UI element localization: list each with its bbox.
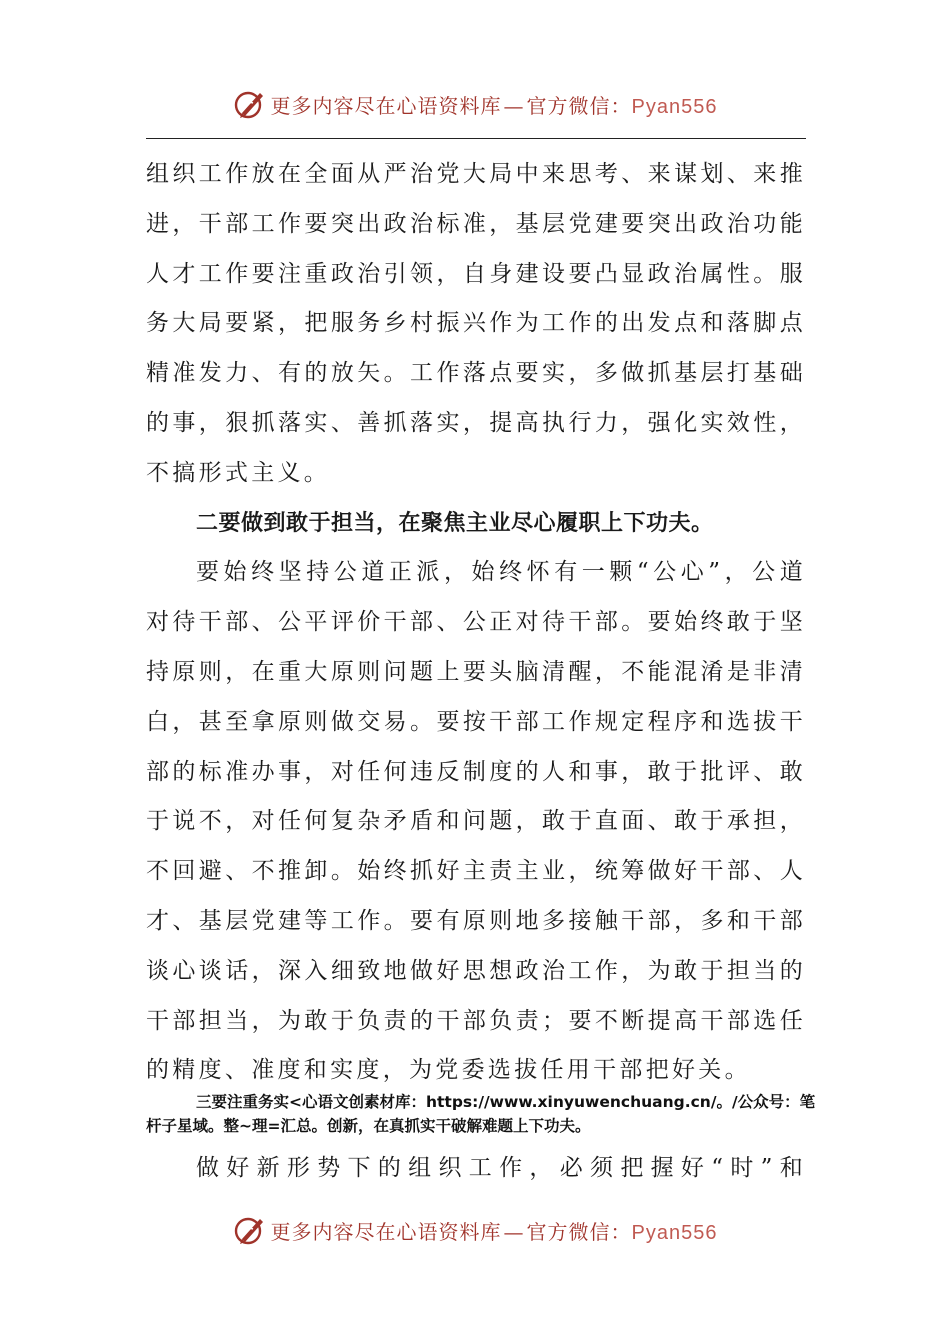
paragraph-line: 干部担当，为敢于负责的干部负责；要不断提高干部选任: [146, 1007, 806, 1034]
banner-text: [271, 90, 718, 119]
banner-dash: —: [503, 93, 525, 118]
header-banner: [0, 84, 950, 124]
paragraph-2: [146, 548, 806, 1096]
banner-site: 更多内容尽在心语资料库: [270, 1219, 502, 1244]
paragraph-line: 的精度、准度和实度，为党委选拔任用干部把好关。: [146, 1057, 751, 1084]
pen-logo-icon: [233, 87, 267, 121]
paragraph-line: 部的标准办事，对任何违反制度的人和事，敢于批评、敢: [146, 758, 806, 785]
paragraph-line: 才、基层党建等工作。要有原则地多接触干部，多和干部: [146, 907, 806, 934]
banner-label: 官方微信：: [526, 1219, 632, 1244]
paragraph-line: 组织工作放在全面从严治党大局中来思考、来谋划、来推: [146, 161, 806, 187]
banner-text: [271, 1216, 718, 1245]
paragraph-line: 持原则，在重大原则问题上要头脑清醒，不能混淆是非清: [146, 658, 806, 685]
paragraph-line: 精准发力、有的放矢。工作落点要实，多做抓基层打基础: [146, 360, 806, 387]
banner-wechat-id: Pyan556: [631, 95, 718, 118]
banner-label: 官方微信：: [526, 93, 632, 118]
paragraph-line: 的事，狠抓落实、善抓落实，提高执行力，强化实效性，: [146, 409, 806, 436]
section-heading-3: [146, 1090, 816, 1138]
paragraph-line: 于说不，对任何复杂矛盾和问题，敢于直面、敢于承担，: [146, 808, 806, 835]
document-body: [146, 150, 806, 1096]
paragraph-line: 白，甚至拿原则做交易。要按干部工作规定程序和选拔干: [146, 708, 806, 735]
banner-wechat-id: Pyan556: [631, 1221, 718, 1244]
footer-banner: [0, 1210, 950, 1250]
heading-3-line: 杆子星域。整~理=汇总。创新，在真抓实干破解难题上下功夫。: [146, 1117, 591, 1135]
paragraph-line: 谈心谈话，深入细致地做好思想政治工作，为敢于担当的: [146, 957, 806, 984]
heading-3-line: 三要注重务实<心语文创素材库：https://www.xinyuwenchuang.cn/。/公众号：笔: [196, 1093, 816, 1111]
paragraph-line: 对待干部、公平评价干部、公正对待干部。要始终敢于坚: [146, 609, 806, 636]
paragraph-line: 进，干部工作要突出政治标准，基层党建要突出政治功能: [146, 210, 806, 237]
header-rule: [146, 138, 806, 139]
banner-dash: —: [503, 1219, 525, 1244]
pen-logo-icon: [233, 1213, 267, 1247]
section-heading-2: 二要做到敢于担当，在聚焦主业尽心履职上下功夫。: [196, 510, 714, 536]
banner-site: 更多内容尽在心语资料库: [270, 93, 502, 118]
paragraph-line: 做好新形势下的组织工作，必须把握好“时”和: [196, 1155, 806, 1181]
paragraph-line: 务大局要紧，把服务乡村振兴作为工作的出发点和落脚点: [146, 310, 806, 337]
paragraph-line: 不搞形式主义。: [146, 459, 331, 486]
paragraph-3: [146, 1144, 806, 1194]
paragraph-line: 要始终坚持公道正派，始终怀有一颗“公心”，公道: [196, 559, 806, 586]
paragraph-line: 人才工作要注重政治引领，自身建设要凸显政治属性。服: [146, 260, 806, 287]
paragraph-1: [146, 150, 806, 499]
paragraph-line: 不回避、不推卸。始终抓好主责主业，统筹做好干部、人: [146, 858, 806, 885]
